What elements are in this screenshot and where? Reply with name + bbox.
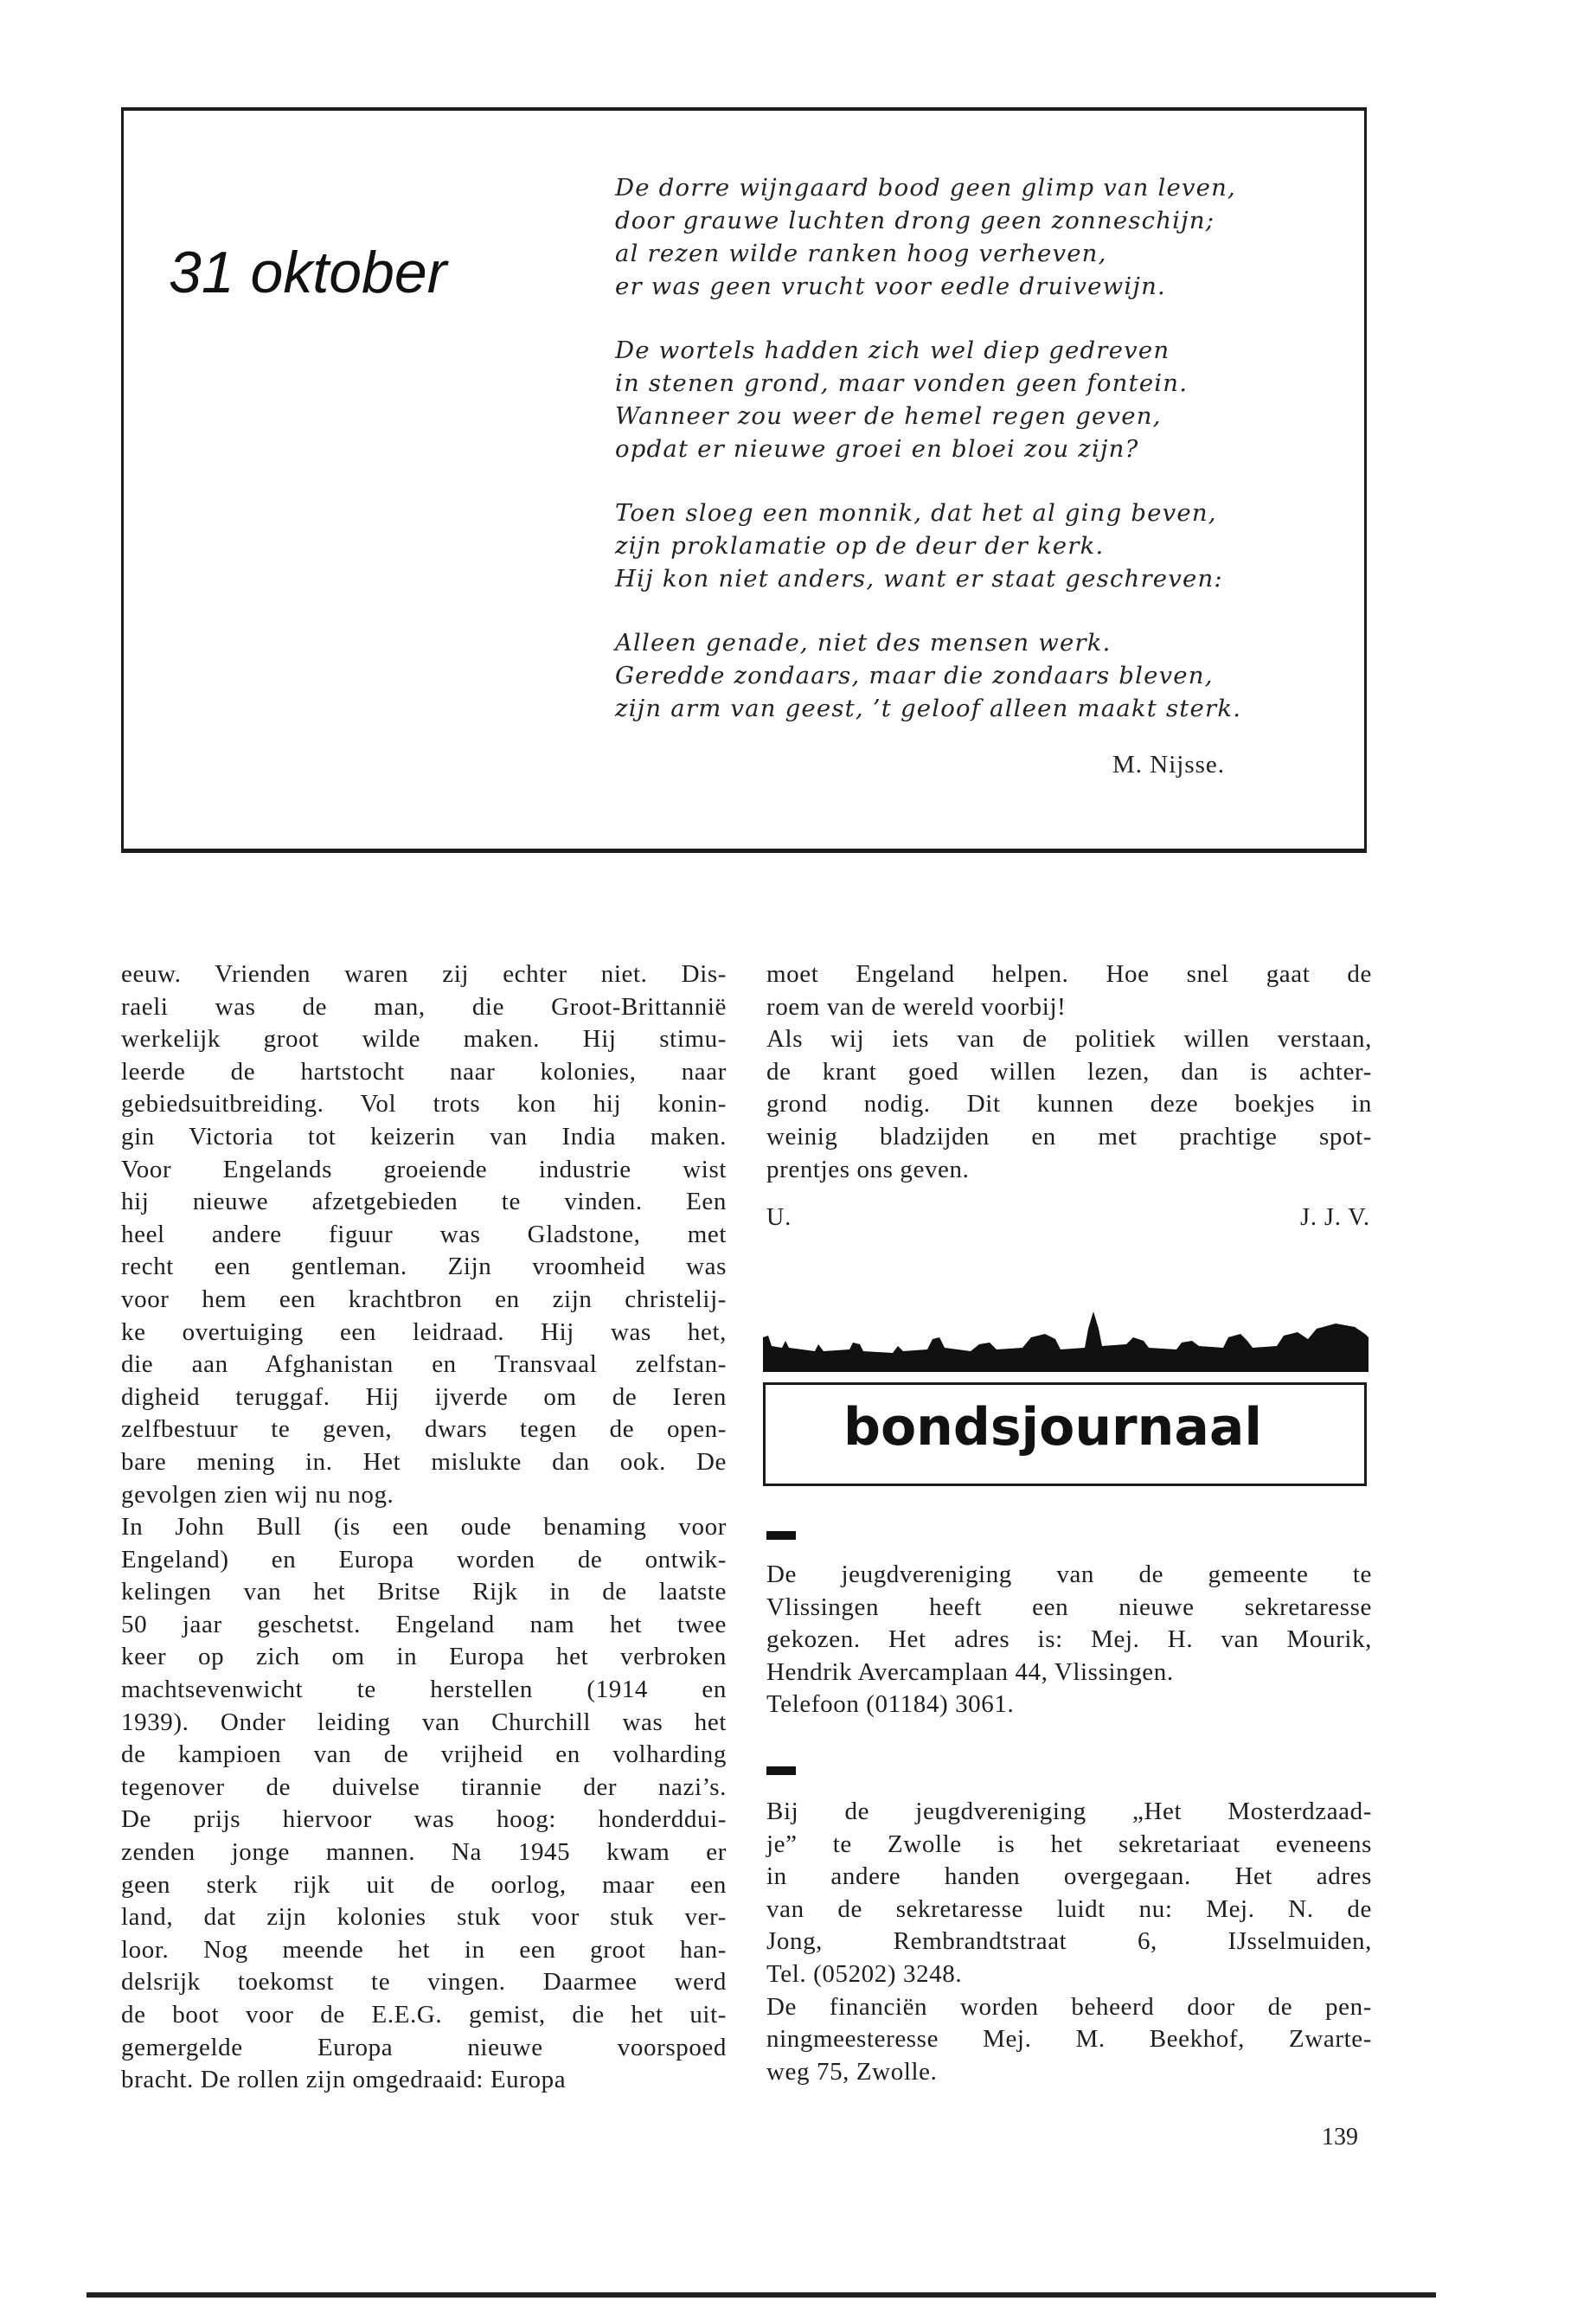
- text-line: gemergelde Europa nieuwe voorspoed: [121, 2033, 727, 2061]
- poem-stanza-4: [615, 626, 1359, 725]
- text-line: grond nodig. Dit kunnen deze boekjes in: [766, 1090, 1372, 1118]
- text-line: De prijs hiervoor was hoog: honderddui-: [121, 1805, 727, 1834]
- bondsjournaal-title: bondsjournaal: [843, 1397, 1262, 1458]
- poem-stanza-2: [615, 334, 1359, 465]
- text-line: land, dat zijn kolonies stuk voor stuk ver-: [121, 1903, 727, 1932]
- text-line: weg 75, Zwolle.: [766, 2057, 938, 2086]
- poem-stanza-3: [615, 497, 1359, 595]
- text-line: gebiedsuitbreiding. Vol trots kon hij konin-: [121, 1090, 727, 1118]
- poem-line: De wortels hadden zich wel diep gedreven: [615, 336, 1170, 364]
- poem-line: in stenen grond, maar vonden geen fontein.: [615, 369, 1189, 397]
- text-line: Vlissingen heeft een nieuwe sekretaresse: [766, 1593, 1372, 1621]
- poem-line: door grauwe luchten drong geen zonneschijn;: [615, 207, 1215, 234]
- poem-line: Toen sloeg een monnik, dat het al ging beven,: [615, 499, 1217, 527]
- article-signature: [766, 1204, 1372, 1239]
- bullet-marker: [766, 1531, 796, 1540]
- text-line: gekozen. Het adres is: Mej. H. van Mourik,: [766, 1625, 1372, 1654]
- text-line: gevolgen zien wij nu nog.: [121, 1480, 394, 1509]
- text-line: Engeland) en Europa worden de ontwik-: [121, 1545, 727, 1574]
- text-line: van de sekretaresse luidt nu: Mej. N. de: [766, 1894, 1372, 1923]
- text-line: de krant goed willen lezen, dan is achter-: [766, 1057, 1372, 1086]
- text-line: prentjes ons geven.: [766, 1155, 970, 1183]
- text-line: roem van de wereld voorbij!: [766, 992, 1067, 1021]
- poem-line: Alleen genade, niet des mensen werk.: [615, 629, 1112, 657]
- text-line: Jong, Rembrandtstraat 6, IJsselmuiden,: [766, 1927, 1372, 1956]
- text-line: digheid teruggaf. Hij ijverde om de Ieren: [121, 1382, 727, 1411]
- text-line: machtsevenwicht te herstellen (1914 en: [121, 1676, 727, 1704]
- text-line: tegenover de duivelse tirannie der nazi’s.: [121, 1772, 727, 1801]
- text-line: Telefoon (01184) 3061.: [766, 1690, 1015, 1719]
- poem-box: [121, 107, 1367, 853]
- poem-line: De dorre wijngaard bood geen glimp van leven,: [615, 174, 1236, 202]
- text-line: bare mening in. Het mislukte dan ook. De: [121, 1447, 727, 1476]
- text-line: hij nieuwe afzetgebieden te vinden. Een: [121, 1188, 727, 1216]
- text-line: Hendrik Avercamplaan 44, Vlissingen.: [766, 1657, 1174, 1686]
- text-line: de boot voor de E.E.G. gemist, die het uit-: [121, 2001, 727, 2029]
- poem-text: [615, 171, 1359, 756]
- text-line: Voor Engelands groeiende industrie wist: [121, 1155, 727, 1183]
- poem-date: 31 oktober: [169, 240, 447, 305]
- text-line: Tel. (05202) 3248.: [766, 1959, 963, 1988]
- poem-line: zijn arm van geest, ’t geloof alleen maakt sterk.: [615, 695, 1242, 722]
- text-line: je” te Zwolle is het sekretariaat eveneens: [766, 1830, 1372, 1858]
- text-line: geen sterk rijk uit de oorlog, maar een: [121, 1870, 727, 1899]
- bottom-rule: [87, 2292, 1436, 2298]
- text-line: voor hem een krachtbron en zijn christelij-: [121, 1285, 727, 1313]
- text-line: In John Bull (is een oude benaming voor: [121, 1513, 727, 1541]
- text-line: Bij de jeugdvereniging „Het Mosterdzaad-: [766, 1798, 1372, 1825]
- text-line: moet Engeland helpen. Hoe snel gaat de: [766, 960, 1372, 988]
- bondsjournaal-header: [763, 1382, 1367, 1486]
- text-line: eeuw. Vrienden waren zij echter niet. Dis-: [121, 960, 727, 988]
- poem-line: opdat er nieuwe groei en bloei zou zijn?: [615, 435, 1139, 463]
- text-line: raeli was de man, die Groot-Brittannië: [121, 992, 727, 1021]
- text-line: gin Victoria tot keizerin van India maken.: [121, 1122, 727, 1150]
- signature-initial: U.: [766, 1204, 792, 1231]
- text-line: weinig bladzijden en met prachtige spot-: [766, 1122, 1372, 1150]
- poem-line: Hij kon niet anders, want er staat geschreven:: [615, 565, 1223, 593]
- text-line: 1939). Onder leiding van Churchill was het: [121, 1708, 727, 1736]
- poem-line: zijn proklamatie op de deur der kerk.: [615, 532, 1105, 560]
- poem-line: al rezen wilde ranken hoog verheven,: [615, 240, 1107, 267]
- left-article-column: [121, 958, 727, 2097]
- text-line: heel andere figuur was Gladstone, met: [121, 1220, 727, 1248]
- text-line: zelfbestuur te geven, dwars tegen de open-: [121, 1415, 727, 1444]
- text-line: de kampioen van de vrijheid en volharding: [121, 1740, 727, 1769]
- news-item-vlissingen: [766, 1559, 1372, 1721]
- text-line: recht een gentleman. Zijn vroomheid was: [121, 1253, 727, 1281]
- text-line: De financiën worden beheerd door de pen-: [766, 1992, 1372, 2021]
- text-line: loor. Nog meende het in een groot han-: [121, 1935, 727, 1964]
- text-line: werkelijk groot wilde maken. Hij stimu-: [121, 1025, 727, 1054]
- text-line: die aan Afghanistan en Transvaal zelfstan-: [121, 1350, 727, 1379]
- signature-author: J. J. V.: [1300, 1204, 1370, 1231]
- text-line: zenden jonge mannen. Na 1945 kwam er: [121, 1838, 727, 1867]
- poem-author: M. Nijsse.: [1112, 751, 1226, 779]
- text-line: De jeugdvereniging van de gemeente te: [766, 1561, 1372, 1588]
- poem-line: Geredde zondaars, maar die zondaars bleven,: [615, 662, 1214, 689]
- bullet-marker: [766, 1766, 796, 1775]
- text-line: kelingen van het Britse Rijk in de laatste: [121, 1578, 727, 1606]
- right-article-column: [766, 958, 1372, 1186]
- text-line: leerde de hartstocht naar kolonies, naar: [121, 1057, 727, 1086]
- text-line: in andere handen overgegaan. Het adres: [766, 1862, 1372, 1891]
- text-line: 50 jaar geschetst. Engeland nam het twee: [121, 1610, 727, 1638]
- poem-line: Wanneer zou weer de hemel regen geven,: [615, 402, 1162, 430]
- news-item-zwolle: [766, 1796, 1372, 2088]
- text-line: ke overtuiging een leidraad. Hij was het,: [121, 1317, 727, 1346]
- text-line: Als wij iets van de politiek willen verstaan,: [766, 1025, 1372, 1054]
- text-line: ningmeesteresse Mej. M. Beekhof, Zwarte-: [766, 2025, 1372, 2054]
- page-number: 139: [1322, 2124, 1358, 2150]
- skyline-illustration: [763, 1303, 1368, 1372]
- text-line: delsrijk toekomst te vingen. Daarmee werd: [121, 1968, 727, 1997]
- text-line: bracht. De rollen zijn omgedraaid: Europa: [121, 2066, 567, 2094]
- poem-stanza-1: [615, 171, 1359, 303]
- text-line: keer op zich om in Europa het verbroken: [121, 1643, 727, 1671]
- poem-line: er was geen vrucht voor eedle druivewijn.: [615, 272, 1166, 300]
